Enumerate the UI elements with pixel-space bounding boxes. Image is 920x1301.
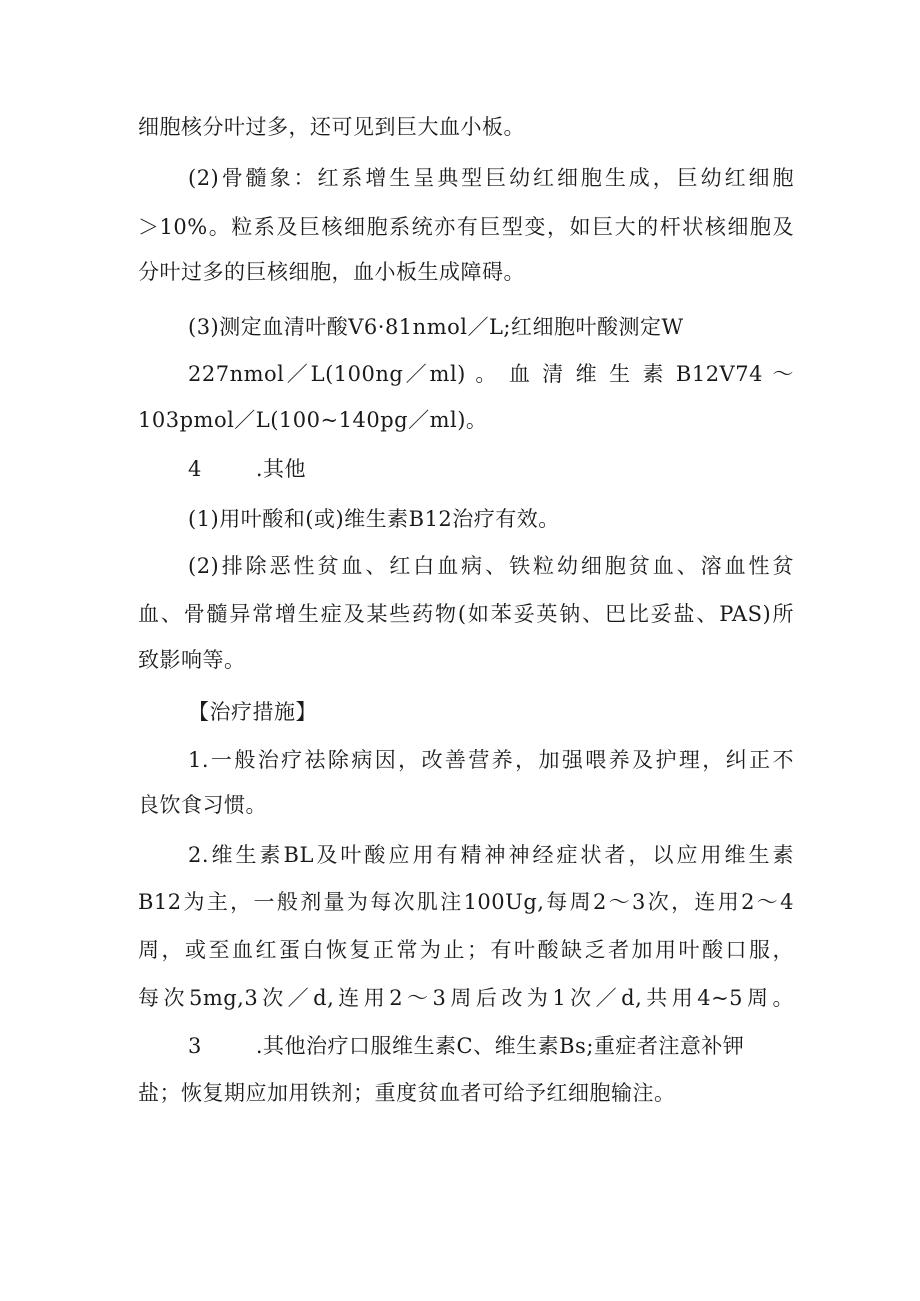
text-line-21: 盐；恢复期应加用铁剂；重度贫血者可给予红细胞输注。	[138, 1081, 676, 1105]
text-line-16: 2.维生素BL及叶酸应用有精神神经症状者，以应用维生素	[188, 843, 794, 867]
section-heading-other	[188, 454, 794, 484]
text-line-15: 良饮食习惯。	[138, 793, 267, 817]
section-heading-other-text: .其他	[255, 457, 307, 481]
text-line-2: (2)骨髓象：红系增生呈典型巨幼红细胞生成，巨幼红细胞	[188, 166, 794, 190]
text-line-7: 103pmol／L(100~140pg／ml)。	[138, 408, 488, 432]
text-line-20	[188, 1031, 794, 1061]
section-heading-treatment: 【治疗措施】	[188, 700, 317, 724]
text-line-10: (2)排除恶性贫血、红白血病、铁粒幼细胞贫血、溶血性贫	[188, 554, 794, 578]
text-line-3: ＞10%。粒系及巨核细胞系统亦有巨型变，如巨大的杆状核细胞及	[138, 215, 794, 239]
text-line-14: 1.一般治疗祛除病因，改善营养，加强喂养及护理，纠正不	[188, 748, 794, 772]
text-line-6: 227nmol／L(100ng／ml) 。 血 清 维 生 素 B12V74 ～	[188, 362, 794, 386]
text-line-18: 周，或至血红蛋白恢复正常为止；有叶酸缺乏者加用叶酸口服，	[138, 938, 794, 962]
text-line-20-text: .其他治疗口服维生素C、维生素Bs;重症者注意补钾	[255, 1034, 745, 1058]
text-line-9: (1)用叶酸和(或)维生素B12治疗有效。	[188, 507, 560, 531]
text-line-12: 致影响等。	[138, 648, 246, 672]
text-line-11: 血、骨髓异常增生症及某些药物(如苯妥英钠、巴比妥盐、PAS)所	[138, 602, 794, 626]
text-line-4: 分叶过多的巨核细胞，血小板生成障碍。	[138, 260, 525, 284]
text-line-5: (3)测定血清叶酸V6·81nmol／L;红细胞叶酸测定W	[188, 315, 684, 339]
text-line-1: 细胞核分叶过多，还可见到巨大血小板。	[138, 115, 525, 139]
text-line-17: B12为主，一般剂量为每次肌注100Ug,每周2～3次，连用2～4	[138, 890, 794, 914]
item-number-3: 3	[188, 1034, 202, 1058]
item-number-4: 4	[188, 457, 202, 481]
text-line-19: 每次5mg,3次／d,连用2～3周后改为1次／d,共用4~5周。	[138, 986, 794, 1010]
